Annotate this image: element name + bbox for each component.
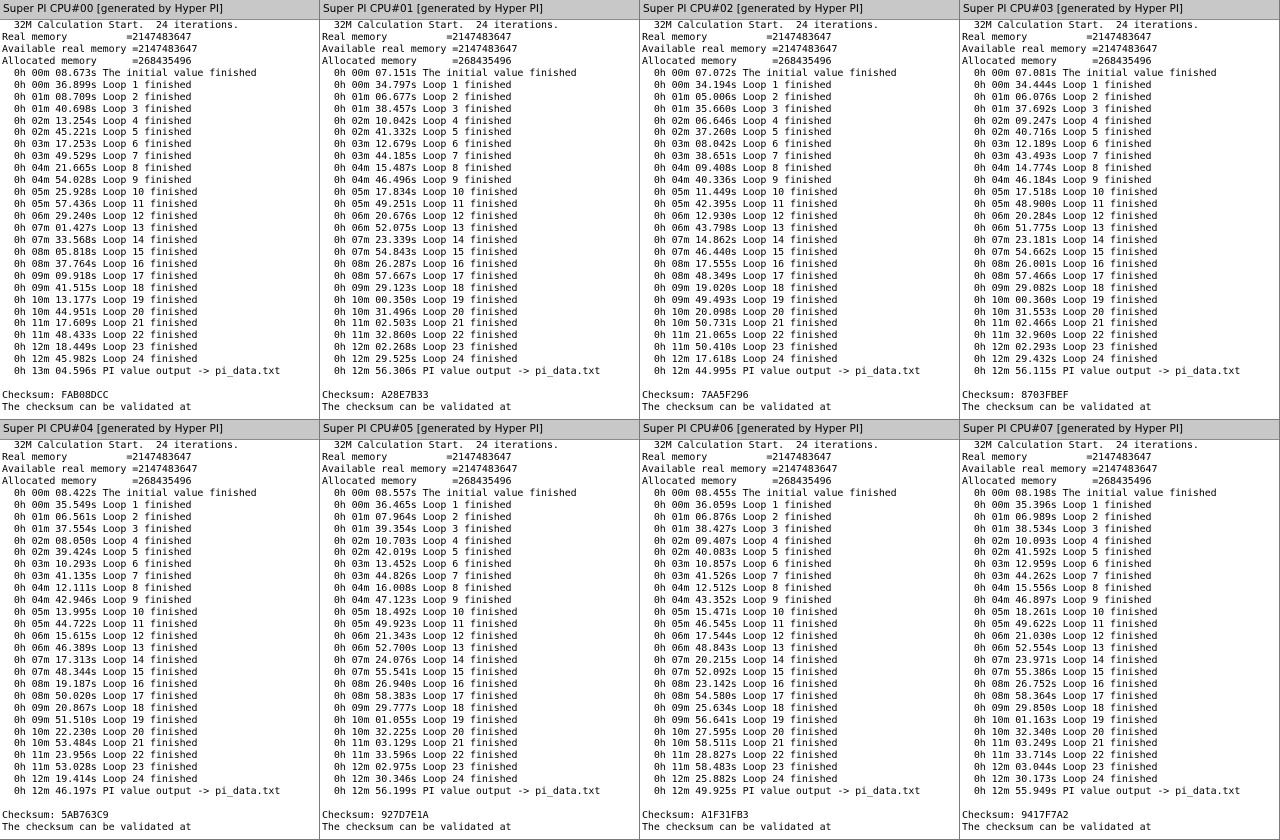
superpi-window-cpu6[interactable] — [640, 420, 960, 840]
loop-line: 0h 09m 25.634s Loop 18 finished — [642, 702, 838, 714]
loop-line: 0h 07m 48.344s Loop 15 finished — [2, 666, 198, 678]
console-output — [642, 440, 959, 839]
initial-value-line: 0h 00m 07.081s The initial value finished — [962, 67, 1217, 79]
loop-line: 0h 02m 40.083s Loop 5 finished — [642, 547, 832, 559]
loop-line: 0h 01m 40.698s Loop 3 finished — [2, 103, 192, 115]
loop-line: 0h 07m 46.440s Loop 15 finished — [642, 246, 838, 258]
checksum-line: Checksum: FAB08DCC — [2, 390, 109, 402]
window-title[interactable]: Super PI CPU#00 [generated by Hyper PI] — [0, 0, 319, 20]
allocated-memory-line: Allocated memory =268435496 — [962, 55, 1152, 67]
pi-output-line: 0h 12m 56.199s PI value output -> pi_data.txt — [322, 786, 601, 798]
loop-line: 0h 05m 11.449s Loop 10 finished — [642, 187, 838, 199]
console-output — [642, 20, 959, 419]
loop-line: 0h 09m 29.850s Loop 18 finished — [962, 702, 1158, 714]
loop-line: 0h 10m 00.360s Loop 19 finished — [962, 294, 1158, 306]
loop-line: 0h 08m 57.667s Loop 17 finished — [322, 270, 518, 282]
checksum-line: Checksum: A1F31FB3 — [642, 810, 749, 822]
loop-line: 0h 12m 29.525s Loop 24 finished — [322, 354, 518, 366]
loop-line: 0h 08m 23.142s Loop 16 finished — [642, 678, 838, 690]
loop-line: 0h 02m 09.407s Loop 4 finished — [642, 535, 832, 547]
calc-start-line: 32M Calculation Start. 24 iterations. — [322, 20, 559, 31]
loop-line: 0h 03m 17.253s Loop 6 finished — [2, 139, 192, 151]
loop-line: 0h 04m 12.512s Loop 8 finished — [642, 583, 832, 595]
loop-line: 0h 08m 26.940s Loop 16 finished — [322, 678, 518, 690]
loop-line: 0h 11m 21.065s Loop 22 finished — [642, 330, 838, 342]
loop-line: 0h 07m 55.386s Loop 15 finished — [962, 666, 1158, 678]
loop-line: 0h 07m 20.215s Loop 14 finished — [642, 654, 838, 666]
loop-line: 0h 10m 32.340s Loop 20 finished — [962, 726, 1158, 738]
allocated-memory-line: Allocated memory =268435496 — [322, 475, 512, 487]
loop-line: 0h 10m 01.055s Loop 19 finished — [322, 714, 518, 726]
loop-line: 0h 03m 44.185s Loop 7 finished — [322, 151, 512, 163]
loop-line: 0h 11m 03.129s Loop 21 finished — [322, 738, 518, 750]
loop-line: 0h 03m 44.826s Loop 7 finished — [322, 571, 512, 583]
initial-value-line: 0h 00m 08.455s The initial value finished — [642, 487, 897, 499]
loop-line: 0h 02m 08.050s Loop 4 finished — [2, 535, 192, 547]
loop-line: 0h 06m 20.284s Loop 12 finished — [962, 211, 1158, 222]
loop-line: 0h 08m 26.752s Loop 16 finished — [962, 678, 1158, 690]
loop-line: 0h 06m 48.843s Loop 13 finished — [642, 642, 838, 654]
loop-line: 0h 03m 12.189s Loop 6 finished — [962, 139, 1152, 151]
loop-line: 0h 08m 19.187s Loop 16 finished — [2, 678, 198, 690]
console-output — [2, 440, 319, 839]
loop-line: 0h 01m 08.709s Loop 2 finished — [2, 91, 192, 103]
loop-line: 0h 02m 13.254s Loop 4 finished — [2, 115, 192, 127]
loop-line: 0h 11m 33.714s Loop 22 finished — [962, 750, 1158, 762]
loop-line: 0h 12m 30.346s Loop 24 finished — [322, 774, 518, 786]
checksum-line: Checksum: 8703FBEF — [962, 390, 1069, 402]
loop-line: 0h 12m 02.975s Loop 23 finished — [322, 762, 518, 774]
loop-line: 0h 06m 17.544s Loop 12 finished — [642, 631, 838, 642]
blank-line — [2, 798, 319, 810]
loop-line: 0h 00m 35.396s Loop 1 finished — [962, 499, 1152, 511]
loop-line: 0h 04m 46.897s Loop 9 finished — [962, 595, 1152, 607]
loop-line: 0h 11m 23.956s Loop 22 finished — [2, 750, 198, 762]
loop-line: 0h 00m 34.797s Loop 1 finished — [322, 79, 512, 91]
loop-line: 0h 01m 06.561s Loop 2 finished — [2, 511, 192, 523]
loop-line: 0h 10m 50.731s Loop 21 finished — [642, 318, 838, 330]
pi-output-line: 0h 12m 49.925s PI value output -> pi_data.txt — [642, 786, 921, 798]
loop-line: 0h 10m 31.496s Loop 20 finished — [322, 306, 518, 318]
console-output — [962, 20, 1279, 419]
available-memory-line: Available real memory =2147483647 — [2, 463, 198, 475]
pi-output-line: 0h 12m 44.995s PI value output -> pi_data.txt — [642, 366, 921, 378]
loop-line: 0h 02m 42.019s Loop 5 finished — [322, 547, 512, 559]
loop-line: 0h 08m 57.466s Loop 17 finished — [962, 270, 1158, 282]
loop-line: 0h 00m 34.444s Loop 1 finished — [962, 79, 1152, 91]
loop-line: 0h 12m 25.882s Loop 24 finished — [642, 774, 838, 786]
loop-line: 0h 04m 09.408s Loop 8 finished — [642, 163, 832, 175]
pi-output-line: 0h 12m 56.306s PI value output -> pi_data.txt — [322, 366, 601, 378]
console-output — [322, 20, 639, 419]
loop-line: 0h 06m 52.554s Loop 13 finished — [962, 642, 1158, 654]
initial-value-line: 0h 00m 08.198s The initial value finished — [962, 487, 1217, 499]
loop-line: 0h 11m 28.827s Loop 22 finished — [642, 750, 838, 762]
loop-line: 0h 03m 43.493s Loop 7 finished — [962, 151, 1152, 163]
superpi-window-cpu2[interactable] — [640, 0, 960, 420]
allocated-memory-line: Allocated memory =268435496 — [962, 475, 1152, 487]
allocated-memory-line: Allocated memory =268435496 — [322, 55, 512, 67]
loop-line: 0h 04m 40.336s Loop 9 finished — [642, 175, 832, 187]
blank-line — [962, 378, 1279, 390]
loop-line: 0h 08m 50.020s Loop 17 finished — [2, 690, 198, 702]
loop-line: 0h 05m 13.995s Loop 10 finished — [2, 607, 198, 619]
loop-line: 0h 01m 06.876s Loop 2 finished — [642, 511, 832, 523]
loop-line: 0h 03m 10.293s Loop 6 finished — [2, 559, 192, 571]
loop-line: 0h 01m 39.354s Loop 3 finished — [322, 523, 512, 535]
available-memory-line: Available real memory =2147483647 — [322, 43, 518, 55]
checksum-validate-line: The checksum can be validated at — [322, 402, 512, 413]
available-memory-line: Available real memory =2147483647 — [962, 463, 1158, 475]
loop-line: 0h 07m 14.862s Loop 14 finished — [642, 234, 838, 246]
loop-line: 0h 05m 18.261s Loop 10 finished — [962, 607, 1158, 619]
loop-line: 0h 10m 58.511s Loop 21 finished — [642, 738, 838, 750]
loop-line: 0h 00m 36.465s Loop 1 finished — [322, 499, 512, 511]
checksum-validate-line: The checksum can be validated at — [2, 822, 192, 833]
loop-line: 0h 09m 51.510s Loop 19 finished — [2, 714, 198, 726]
loop-line: 0h 11m 02.466s Loop 21 finished — [962, 318, 1158, 330]
loop-line: 0h 02m 41.332s Loop 5 finished — [322, 127, 512, 139]
pi-output-line: 0h 13m 04.596s PI value output -> pi_data.txt — [2, 366, 281, 378]
loop-line: 0h 06m 46.389s Loop 13 finished — [2, 642, 198, 654]
loop-line: 0h 01m 38.457s Loop 3 finished — [322, 103, 512, 115]
loop-line: 0h 05m 25.928s Loop 10 finished — [2, 187, 198, 199]
checksum-line: Checksum: A28E7B33 — [322, 390, 429, 402]
loop-line: 0h 10m 22.230s Loop 20 finished — [2, 726, 198, 738]
initial-value-line: 0h 00m 07.151s The initial value finished — [322, 67, 577, 79]
loop-line: 0h 05m 15.471s Loop 10 finished — [642, 607, 838, 619]
superpi-window-cpu0[interactable] — [0, 0, 320, 420]
available-memory-line: Available real memory =2147483647 — [642, 463, 838, 475]
checksum-line: Checksum: 9417F7A2 — [962, 810, 1069, 822]
loop-line: 0h 03m 10.857s Loop 6 finished — [642, 559, 832, 571]
checksum-line: Checksum: 5AB763C9 — [2, 810, 109, 822]
loop-line: 0h 12m 45.982s Loop 24 finished — [2, 354, 198, 366]
loop-line: 0h 05m 42.395s Loop 11 finished — [642, 199, 838, 211]
loop-line: 0h 10m 53.484s Loop 21 finished — [2, 738, 198, 750]
loop-line: 0h 11m 32.860s Loop 22 finished — [322, 330, 518, 342]
loop-line: 0h 07m 17.313s Loop 14 finished — [2, 654, 198, 666]
calc-start-line: 32M Calculation Start. 24 iterations. — [962, 20, 1199, 31]
loop-line: 0h 06m 51.775s Loop 13 finished — [962, 222, 1158, 234]
real-memory-line: Real memory =2147483647 — [962, 31, 1152, 43]
superpi-window-cpu3[interactable] — [960, 0, 1280, 420]
loop-line: 0h 08m 17.555s Loop 16 finished — [642, 258, 838, 270]
loop-line: 0h 07m 55.541s Loop 15 finished — [322, 666, 518, 678]
real-memory-line: Real memory =2147483647 — [642, 31, 832, 43]
loop-line: 0h 01m 38.534s Loop 3 finished — [962, 523, 1152, 535]
loop-line: 0h 03m 44.262s Loop 7 finished — [962, 571, 1152, 583]
loop-line: 0h 08m 58.364s Loop 17 finished — [962, 690, 1158, 702]
window-title[interactable]: Super PI CPU#01 [generated by Hyper PI] — [320, 0, 639, 20]
superpi-window-cpu5[interactable] — [320, 420, 640, 840]
checksum-validate-line: The checksum can be validated at — [642, 822, 832, 833]
loop-line: 0h 04m 42.946s Loop 9 finished — [2, 595, 192, 607]
loop-line: 0h 01m 37.554s Loop 3 finished — [2, 523, 192, 535]
loop-line: 0h 02m 09.247s Loop 4 finished — [962, 115, 1152, 127]
loop-line: 0h 09m 29.082s Loop 18 finished — [962, 282, 1158, 294]
calc-start-line: 32M Calculation Start. 24 iterations. — [642, 20, 879, 31]
loop-line: 0h 05m 49.923s Loop 11 finished — [322, 619, 518, 631]
loop-line: 0h 11m 50.410s Loop 23 finished — [642, 342, 838, 354]
loop-line: 0h 12m 19.414s Loop 24 finished — [2, 774, 198, 786]
loop-line: 0h 01m 07.964s Loop 2 finished — [322, 511, 512, 523]
loop-line: 0h 03m 12.959s Loop 6 finished — [962, 559, 1152, 571]
loop-line: 0h 12m 29.432s Loop 24 finished — [962, 354, 1158, 366]
loop-line: 0h 05m 57.436s Loop 11 finished — [2, 199, 198, 211]
loop-line: 0h 11m 02.503s Loop 21 finished — [322, 318, 518, 330]
calc-start-line: 32M Calculation Start. 24 iterations. — [2, 440, 239, 451]
loop-line: 0h 06m 15.615s Loop 12 finished — [2, 631, 198, 642]
allocated-memory-line: Allocated memory =268435496 — [642, 475, 832, 487]
loop-line: 0h 12m 02.268s Loop 23 finished — [322, 342, 518, 354]
loop-line: 0h 09m 56.641s Loop 19 finished — [642, 714, 838, 726]
console-output — [2, 20, 319, 419]
loop-line: 0h 09m 29.777s Loop 18 finished — [322, 702, 518, 714]
loop-line: 0h 04m 54.028s Loop 9 finished — [2, 175, 192, 187]
loop-line: 0h 08m 54.580s Loop 17 finished — [642, 690, 838, 702]
real-memory-line: Real memory =2147483647 — [2, 31, 192, 43]
loop-line: 0h 10m 20.098s Loop 20 finished — [642, 306, 838, 318]
loop-line: 0h 09m 49.493s Loop 19 finished — [642, 294, 838, 306]
loop-line: 0h 01m 06.989s Loop 2 finished — [962, 511, 1152, 523]
loop-line: 0h 06m 43.798s Loop 13 finished — [642, 222, 838, 234]
blank-line — [642, 798, 959, 810]
real-memory-line: Real memory =2147483647 — [322, 31, 512, 43]
loop-line: 0h 03m 13.452s Loop 6 finished — [322, 559, 512, 571]
loop-line: 0h 12m 17.618s Loop 24 finished — [642, 354, 838, 366]
loop-line: 0h 07m 33.568s Loop 14 finished — [2, 234, 198, 246]
loop-line: 0h 07m 23.971s Loop 14 finished — [962, 654, 1158, 666]
loop-line: 0h 04m 15.556s Loop 8 finished — [962, 583, 1152, 595]
loop-line: 0h 02m 37.260s Loop 5 finished — [642, 127, 832, 139]
real-memory-line: Real memory =2147483647 — [2, 451, 192, 463]
loop-line: 0h 07m 54.843s Loop 15 finished — [322, 246, 518, 258]
loop-line: 0h 05m 44.722s Loop 11 finished — [2, 619, 198, 631]
loop-line: 0h 12m 18.449s Loop 23 finished — [2, 342, 198, 354]
loop-line: 0h 08m 48.349s Loop 17 finished — [642, 270, 838, 282]
loop-line: 0h 01m 06.076s Loop 2 finished — [962, 91, 1152, 103]
real-memory-line: Real memory =2147483647 — [962, 451, 1152, 463]
window-title[interactable]: Super PI CPU#04 [generated by Hyper PI] — [0, 420, 319, 440]
loop-line: 0h 07m 24.076s Loop 14 finished — [322, 654, 518, 666]
loop-line: 0h 02m 10.093s Loop 4 finished — [962, 535, 1152, 547]
loop-line: 0h 12m 02.293s Loop 23 finished — [962, 342, 1158, 354]
loop-line: 0h 03m 41.526s Loop 7 finished — [642, 571, 832, 583]
superpi-window-cpu4[interactable] — [0, 420, 320, 840]
blank-line — [962, 798, 1279, 810]
checksum-validate-line: The checksum can be validated at — [322, 822, 512, 833]
window-title[interactable]: Super PI CPU#03 [generated by Hyper PI] — [960, 0, 1279, 20]
loop-line: 0h 05m 46.545s Loop 11 finished — [642, 619, 838, 631]
window-title[interactable]: Super PI CPU#05 [generated by Hyper PI] — [320, 420, 639, 440]
loop-line: 0h 07m 23.339s Loop 14 finished — [322, 234, 518, 246]
calc-start-line: 32M Calculation Start. 24 iterations. — [642, 440, 879, 451]
loop-line: 0h 05m 18.492s Loop 10 finished — [322, 607, 518, 619]
calc-start-line: 32M Calculation Start. 24 iterations. — [322, 440, 559, 451]
allocated-memory-line: Allocated memory =268435496 — [2, 475, 192, 487]
loop-line: 0h 06m 52.700s Loop 13 finished — [322, 642, 518, 654]
loop-line: 0h 06m 52.075s Loop 13 finished — [322, 222, 518, 234]
loop-line: 0h 04m 12.111s Loop 8 finished — [2, 583, 192, 595]
checksum-line: Checksum: 7AA5F296 — [642, 390, 749, 402]
loop-line: 0h 06m 12.930s Loop 12 finished — [642, 211, 838, 222]
loop-line: 0h 07m 01.427s Loop 13 finished — [2, 222, 198, 234]
allocated-memory-line: Allocated memory =268435496 — [2, 55, 192, 67]
loop-line: 0h 04m 46.496s Loop 9 finished — [322, 175, 512, 187]
loop-line: 0h 10m 32.225s Loop 20 finished — [322, 726, 518, 738]
loop-line: 0h 08m 58.383s Loop 17 finished — [322, 690, 518, 702]
loop-line: 0h 04m 47.123s Loop 9 finished — [322, 595, 512, 607]
loop-line: 0h 02m 10.042s Loop 4 finished — [322, 115, 512, 127]
checksum-validate-line: The checksum can be validated at — [962, 402, 1152, 413]
console-output — [962, 440, 1279, 839]
pi-output-line: 0h 12m 46.197s PI value output -> pi_data.txt — [2, 786, 281, 798]
real-memory-line: Real memory =2147483647 — [322, 451, 512, 463]
window-title[interactable]: Super PI CPU#02 [generated by Hyper PI] — [640, 0, 959, 20]
loop-line: 0h 08m 05.818s Loop 15 finished — [2, 246, 198, 258]
initial-value-line: 0h 00m 08.557s The initial value finished — [322, 487, 577, 499]
loop-line: 0h 01m 37.692s Loop 3 finished — [962, 103, 1152, 115]
loop-line: 0h 05m 49.622s Loop 11 finished — [962, 619, 1158, 631]
loop-line: 0h 10m 13.177s Loop 19 finished — [2, 294, 198, 306]
initial-value-line: 0h 00m 07.072s The initial value finished — [642, 67, 897, 79]
loop-line: 0h 10m 31.553s Loop 20 finished — [962, 306, 1158, 318]
loop-line: 0h 03m 49.529s Loop 7 finished — [2, 151, 192, 163]
loop-line: 0h 07m 54.662s Loop 15 finished — [962, 246, 1158, 258]
loop-line: 0h 05m 48.900s Loop 11 finished — [962, 199, 1158, 211]
loop-line: 0h 08m 26.001s Loop 16 finished — [962, 258, 1158, 270]
loop-line: 0h 04m 43.352s Loop 9 finished — [642, 595, 832, 607]
blank-line — [322, 798, 639, 810]
loop-line: 0h 04m 15.487s Loop 8 finished — [322, 163, 512, 175]
loop-line: 0h 09m 19.020s Loop 18 finished — [642, 282, 838, 294]
loop-line: 0h 02m 39.424s Loop 5 finished — [2, 547, 192, 559]
loop-line: 0h 03m 08.042s Loop 6 finished — [642, 139, 832, 151]
loop-line: 0h 09m 29.123s Loop 18 finished — [322, 282, 518, 294]
loop-line: 0h 04m 21.665s Loop 8 finished — [2, 163, 192, 175]
loop-line: 0h 10m 01.163s Loop 19 finished — [962, 714, 1158, 726]
loop-line: 0h 08m 37.764s Loop 16 finished — [2, 258, 198, 270]
loop-line: 0h 06m 29.240s Loop 12 finished — [2, 211, 198, 222]
loop-line: 0h 11m 58.483s Loop 23 finished — [642, 762, 838, 774]
pi-output-line: 0h 12m 56.115s PI value output -> pi_data.txt — [962, 366, 1241, 378]
loop-line: 0h 05m 17.518s Loop 10 finished — [962, 187, 1158, 199]
loop-line: 0h 01m 06.677s Loop 2 finished — [322, 91, 512, 103]
blank-line — [2, 378, 319, 390]
superpi-window-cpu1[interactable] — [320, 0, 640, 420]
loop-line: 0h 02m 41.592s Loop 5 finished — [962, 547, 1152, 559]
loop-line: 0h 07m 52.092s Loop 15 finished — [642, 666, 838, 678]
loop-line: 0h 02m 10.703s Loop 4 finished — [322, 535, 512, 547]
loop-line: 0h 09m 41.515s Loop 18 finished — [2, 282, 198, 294]
loop-line: 0h 01m 05.006s Loop 2 finished — [642, 91, 832, 103]
available-memory-line: Available real memory =2147483647 — [2, 43, 198, 55]
loop-line: 0h 06m 21.030s Loop 12 finished — [962, 631, 1158, 642]
loop-line: 0h 06m 21.343s Loop 12 finished — [322, 631, 518, 642]
window-title[interactable]: Super PI CPU#06 [generated by Hyper PI] — [640, 420, 959, 440]
loop-line: 0h 02m 45.221s Loop 5 finished — [2, 127, 192, 139]
console-output — [322, 440, 639, 839]
loop-line: 0h 05m 49.251s Loop 11 finished — [322, 199, 518, 211]
loop-line: 0h 11m 17.609s Loop 21 finished — [2, 318, 198, 330]
loop-line: 0h 02m 40.716s Loop 5 finished — [962, 127, 1152, 139]
checksum-validate-line: The checksum can be validated at — [962, 822, 1152, 833]
loop-line: 0h 02m 06.646s Loop 4 finished — [642, 115, 832, 127]
loop-line: 0h 09m 09.918s Loop 17 finished — [2, 270, 198, 282]
loop-line: 0h 11m 53.028s Loop 23 finished — [2, 762, 198, 774]
loop-line: 0h 03m 12.679s Loop 6 finished — [322, 139, 512, 151]
available-memory-line: Available real memory =2147483647 — [642, 43, 838, 55]
initial-value-line: 0h 00m 08.673s The initial value finished — [2, 67, 257, 79]
loop-line: 0h 11m 03.249s Loop 21 finished — [962, 738, 1158, 750]
calc-start-line: 32M Calculation Start. 24 iterations. — [2, 20, 239, 31]
loop-line: 0h 00m 34.194s Loop 1 finished — [642, 79, 832, 91]
loop-line: 0h 12m 30.173s Loop 24 finished — [962, 774, 1158, 786]
loop-line: 0h 12m 03.044s Loop 23 finished — [962, 762, 1158, 774]
loop-line: 0h 11m 48.433s Loop 22 finished — [2, 330, 198, 342]
allocated-memory-line: Allocated memory =268435496 — [642, 55, 832, 67]
real-memory-line: Real memory =2147483647 — [642, 451, 832, 463]
available-memory-line: Available real memory =2147483647 — [962, 43, 1158, 55]
loop-line: 0h 08m 26.287s Loop 16 finished — [322, 258, 518, 270]
superpi-window-cpu7[interactable] — [960, 420, 1280, 840]
checksum-validate-line: The checksum can be validated at — [642, 402, 832, 413]
checksum-validate-line: The checksum can be validated at — [2, 402, 192, 413]
loop-line: 0h 01m 38.427s Loop 3 finished — [642, 523, 832, 535]
loop-line: 0h 10m 27.595s Loop 20 finished — [642, 726, 838, 738]
loop-line: 0h 01m 35.660s Loop 3 finished — [642, 103, 832, 115]
loop-line: 0h 06m 20.676s Loop 12 finished — [322, 211, 518, 222]
pi-output-line: 0h 12m 55.949s PI value output -> pi_data.txt — [962, 786, 1241, 798]
loop-line: 0h 04m 16.008s Loop 8 finished — [322, 583, 512, 595]
blank-line — [322, 378, 639, 390]
loop-line: 0h 03m 41.135s Loop 7 finished — [2, 571, 192, 583]
available-memory-line: Available real memory =2147483647 — [322, 463, 518, 475]
loop-line: 0h 00m 35.549s Loop 1 finished — [2, 499, 192, 511]
loop-line: 0h 11m 32.960s Loop 22 finished — [962, 330, 1158, 342]
loop-line: 0h 09m 20.867s Loop 18 finished — [2, 702, 198, 714]
window-title[interactable]: Super PI CPU#07 [generated by Hyper PI] — [960, 420, 1279, 440]
loop-line: 0h 07m 23.181s Loop 14 finished — [962, 234, 1158, 246]
loop-line: 0h 05m 17.834s Loop 10 finished — [322, 187, 518, 199]
loop-line: 0h 00m 36.899s Loop 1 finished — [2, 79, 192, 91]
calc-start-line: 32M Calculation Start. 24 iterations. — [962, 440, 1199, 451]
loop-line: 0h 04m 14.774s Loop 8 finished — [962, 163, 1152, 175]
initial-value-line: 0h 00m 08.422s The initial value finished — [2, 487, 257, 499]
loop-line: 0h 00m 36.059s Loop 1 finished — [642, 499, 832, 511]
loop-line: 0h 11m 33.596s Loop 22 finished — [322, 750, 518, 762]
blank-line — [642, 378, 959, 390]
loop-line: 0h 04m 46.184s Loop 9 finished — [962, 175, 1152, 187]
loop-line: 0h 03m 38.651s Loop 7 finished — [642, 151, 832, 163]
loop-line: 0h 10m 00.350s Loop 19 finished — [322, 294, 518, 306]
loop-line: 0h 10m 44.951s Loop 20 finished — [2, 306, 198, 318]
checksum-line: Checksum: 927D7E1A — [322, 810, 429, 822]
